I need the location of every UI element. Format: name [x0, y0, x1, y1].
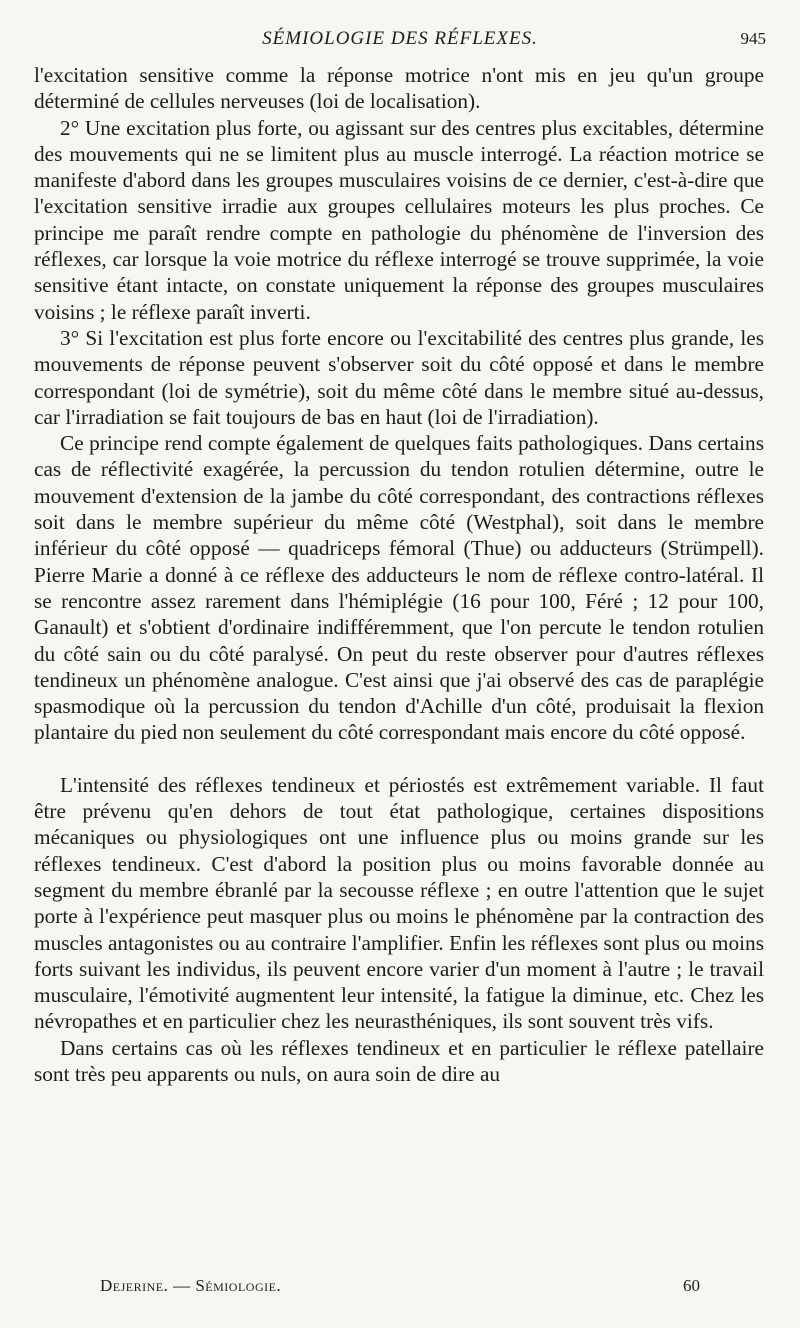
paragraph-point-2: 2° Une excitation plus forte, ou agissant sur des centres plus excitables, détermine des mouvements qui ne se limitent plus au muscle interrogé. La réaction motrice se manifeste d'abord dans les groupes musculaires voisins de ce dernier, c'est-à-dire que l'excitation sensitive irradie aux groupes cellulaires moteurs les plus proches. Ce principe me paraît rendre compte en pathologie du phénomène de l'inversion des réflexes, car lorsque la voie motrice du réflexe interrogé se trouve supprimée, la voie sensitive étant intacte, on constate uniquement la réponse des groupes musculaires voisins ; le réflexe paraît inverti. [34, 115, 764, 324]
footer-author-title: Dejerine. — Sémiologie. [100, 1276, 282, 1295]
paragraph-continuation: l'excitation sensitive comme la réponse motrice n'ont mis en jeu qu'un groupe déterminé de cellules nerveuses (loi de localisation). [34, 63, 764, 114]
signature-mark: 60 [683, 1276, 700, 1295]
page-footer [100, 1276, 700, 1300]
body-text [34, 62, 764, 1087]
paragraph-intensity: L'intensité des réflexes tendineux et périostés est extrêmement variable. Il faut être prévenu qu'en dehors de tout état pathologique, certaines dispositions mécaniques ou physiologiques ont une influence plus ou moins grande sur les réflexes tendineux. C'est d'abord la position plus ou moins favorable donnée au segment du membre ébranlé par la secousse réflexe ; en outre l'attention que le sujet porte à l'expérience peut masquer plus ou moins le phénomène par la contraction des muscles antagonistes ou au contraire l'amplifier. Enfin les réflexes sont plus ou moins forts suivant les individus, ils peuvent encore varier d'un moment à l'autre ; le travail musculaire, l'émotivité augmentent leur intensité, la fatigue la diminue, etc. Chez les névropathes et en particulier chez les neurasthéniques, ils sont souvent très vifs. [34, 772, 764, 1034]
paragraph-point-3: 3° Si l'excitation est plus forte encore ou l'excitabilité des centres plus grande, les mouvements de réponse peuvent s'observer soit du côté opposé et dans le membre correspondant (loi de symétrie), soit du même côté dans le membre situé au-dessus, car l'irradiation se fait toujours de bas en haut (loi de l'irradiation). [34, 325, 764, 429]
page-number: 945 [740, 29, 766, 48]
page-header [34, 28, 766, 56]
running-title: SÉMIOLOGIE DES RÉFLEXES. [262, 28, 538, 49]
paragraph-pathology: Ce principe rend compte également de quelques faits pathologiques. Dans certains cas de réflectivité exagérée, la percussion du tendon rotulien détermine, outre le mouvement d'extension de la jambe du côté correspondant, des contractions réflexes soit dans le membre supérieur du même côté (Westphal), soit dans le membre inférieur du côté opposé — quadriceps fémoral (Thue) ou adducteurs (Strümpell). Pierre Marie a donné à ce réflexe des adducteurs le nom de réflexe contro-latéral. Il se rencontre assez rarement dans l'hémiplégie (16 pour 100, Féré ; 12 pour 100, Ganault) et s'obtient d'ordinaire indifféremment, que l'on percute le tendon rotulien du côté sain ou du côté paralysé. On peut du reste observer pour d'autres réflexes tendineux un phénomène analogue. C'est ainsi que j'ai observé des cas de paraplégie spasmodique où la percussion du tendon d'Achille d'un côté, produisait la flexion plantaire du pied non seulement du côté correspondant mais encore du côté opposé. [34, 431, 764, 745]
paragraph-final: Dans certains cas où les réflexes tendineux et en particulier le réflexe patellaire sont très peu apparents ou nuls, on aura soin de dire au [34, 1035, 764, 1086]
